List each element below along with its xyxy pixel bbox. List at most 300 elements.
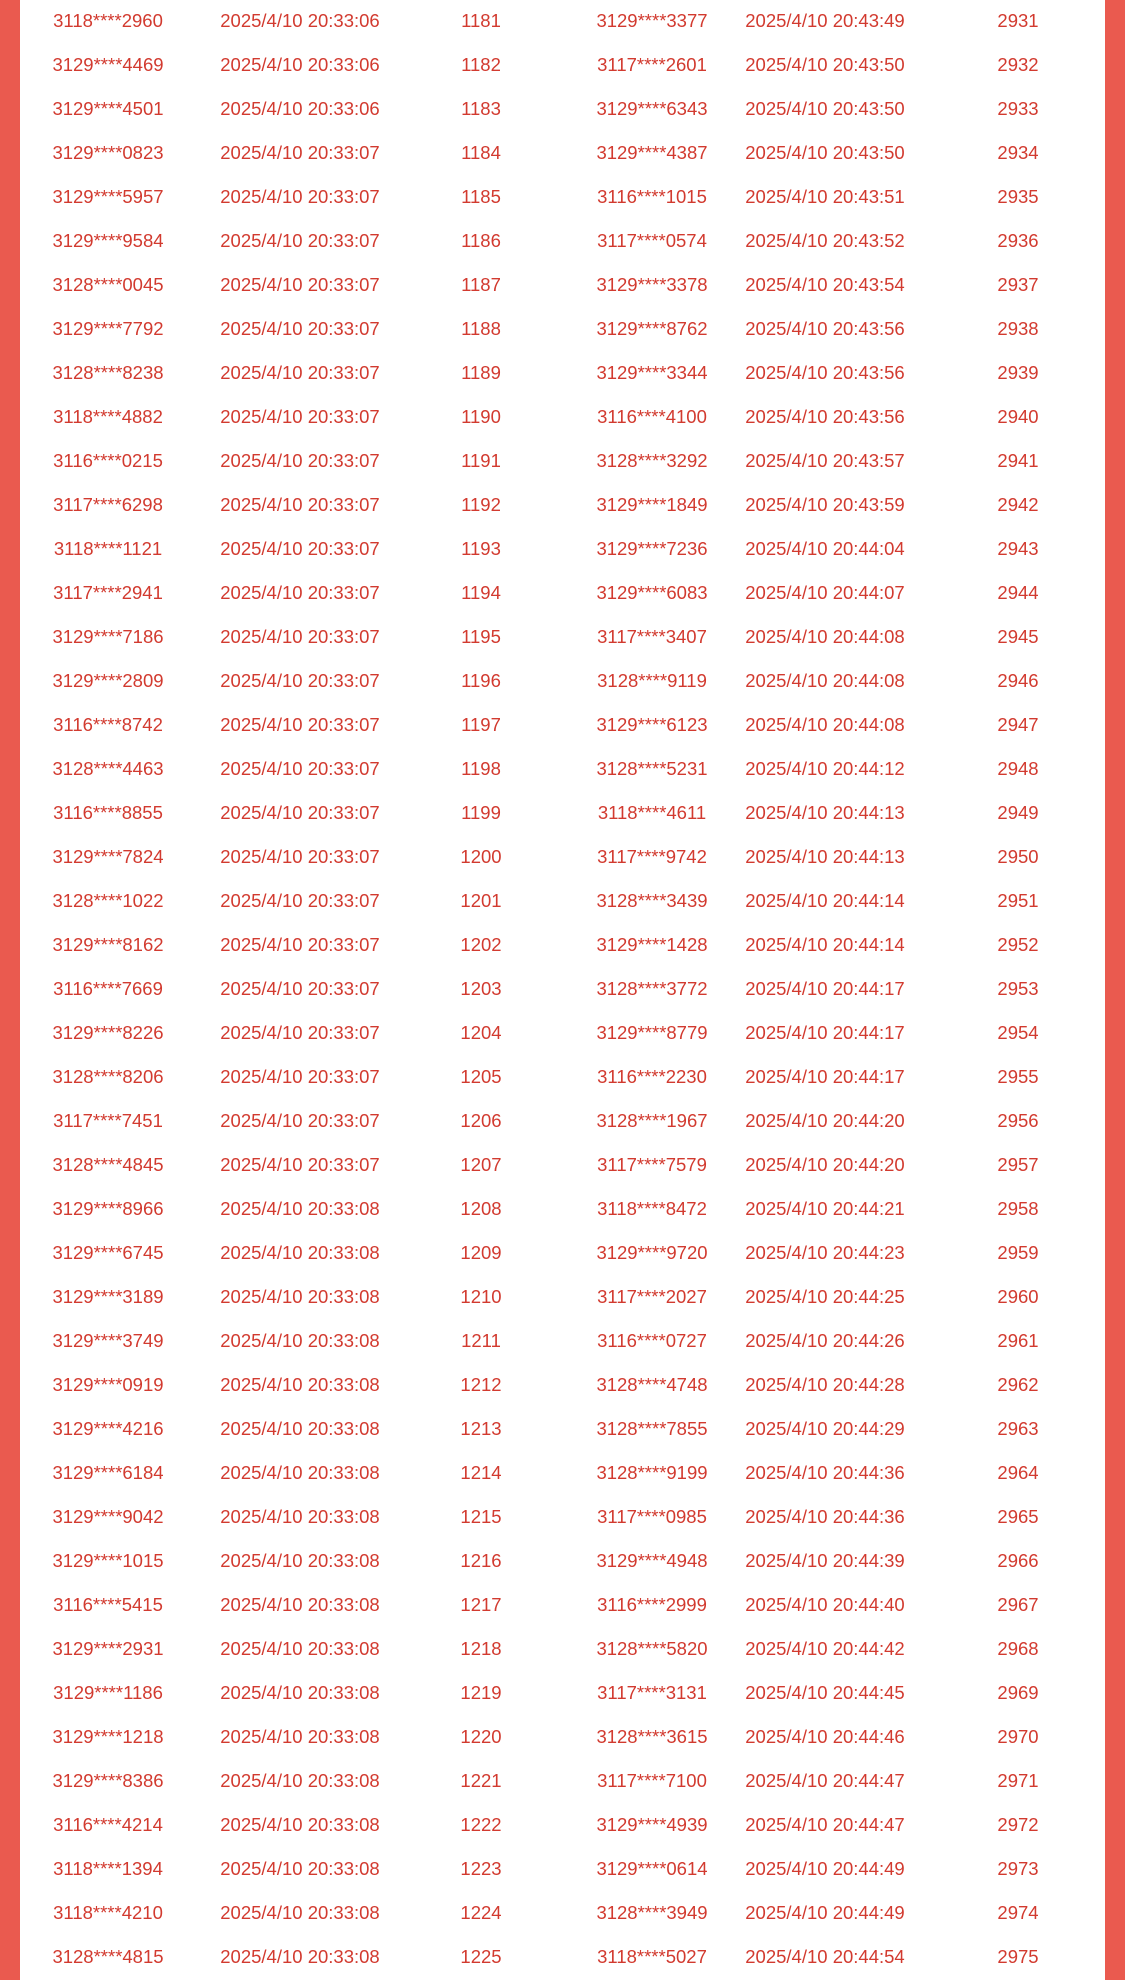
table-row: [20, 747, 1105, 791]
right-rank: 2967: [997, 1594, 1039, 1615]
right-user-id: 3116****2999: [597, 1594, 707, 1615]
left-rank: 1201: [460, 890, 502, 911]
left-rank: 1221: [460, 1770, 502, 1791]
right-timestamp: 2025/4/10 20:44:46: [745, 1726, 905, 1747]
table-row: [20, 263, 1105, 307]
table-row: [20, 835, 1105, 879]
left-rank: 1217: [460, 1594, 502, 1615]
left-user-id: 3116****5415: [53, 1594, 163, 1615]
left-timestamp: 2025/4/10 20:33:07: [220, 362, 380, 383]
left-rank: 1186: [461, 230, 501, 251]
right-user-id: 3129****1428: [596, 934, 708, 955]
table-row: [20, 1099, 1105, 1143]
right-rank: 2958: [997, 1198, 1039, 1219]
right-timestamp: 2025/4/10 20:44:54: [745, 1946, 905, 1967]
table-row: [20, 1935, 1105, 1979]
left-rank: 1216: [460, 1550, 502, 1571]
right-user-id: 3117****7100: [597, 1770, 707, 1791]
left-user-id: 3129****0919: [52, 1374, 164, 1395]
left-rank: 1198: [461, 758, 501, 779]
left-timestamp: 2025/4/10 20:33:08: [220, 1198, 380, 1219]
left-rank: 1182: [461, 54, 501, 75]
left-timestamp: 2025/4/10 20:33:07: [220, 714, 380, 735]
right-user-id: 3128****1967: [596, 1110, 708, 1131]
left-rank: 1184: [461, 142, 501, 163]
table-row: [20, 1627, 1105, 1671]
left-timestamp: 2025/4/10 20:33:07: [220, 890, 380, 911]
left-rank: 1220: [460, 1726, 502, 1747]
left-rank: 1207: [460, 1154, 502, 1175]
right-timestamp: 2025/4/10 20:44:08: [745, 670, 905, 691]
left-timestamp: 2025/4/10 20:33:06: [220, 54, 380, 75]
right-rank: 2941: [997, 450, 1039, 471]
right-timestamp: 2025/4/10 20:44:47: [745, 1770, 905, 1791]
table-row: [20, 571, 1105, 615]
table-row: [20, 1891, 1105, 1935]
left-timestamp: 2025/4/10 20:33:07: [220, 274, 380, 295]
right-user-id: 3117****3131: [597, 1682, 707, 1703]
right-timestamp: 2025/4/10 20:44:28: [745, 1374, 905, 1395]
right-rank: 2971: [997, 1770, 1039, 1791]
right-timestamp: 2025/4/10 20:44:17: [745, 1066, 905, 1087]
table-row: [20, 395, 1105, 439]
right-user-id: 3129****4948: [596, 1550, 708, 1571]
right-timestamp: 2025/4/10 20:43:50: [745, 142, 905, 163]
table-row: [20, 1011, 1105, 1055]
left-timestamp: 2025/4/10 20:33:08: [220, 1594, 380, 1615]
left-timestamp: 2025/4/10 20:33:07: [220, 582, 380, 603]
left-timestamp: 2025/4/10 20:33:07: [220, 1154, 380, 1175]
left-rank: 1222: [460, 1814, 502, 1835]
right-timestamp: 2025/4/10 20:44:21: [745, 1198, 905, 1219]
left-rank: 1211: [461, 1330, 501, 1351]
left-timestamp: 2025/4/10 20:33:08: [220, 1242, 380, 1263]
left-timestamp: 2025/4/10 20:33:07: [220, 230, 380, 251]
right-timestamp: 2025/4/10 20:44:39: [745, 1550, 905, 1571]
left-timestamp: 2025/4/10 20:33:07: [220, 1066, 380, 1087]
right-user-id: 3116****4100: [597, 406, 707, 427]
left-timestamp: 2025/4/10 20:33:07: [220, 758, 380, 779]
right-timestamp: 2025/4/10 20:43:50: [745, 98, 905, 119]
right-user-id: 3129****9720: [596, 1242, 708, 1263]
right-rank: 2953: [997, 978, 1039, 999]
right-user-id: 3128****5231: [596, 758, 708, 779]
left-rank: 1223: [460, 1858, 502, 1879]
left-user-id: 3116****4214: [53, 1814, 163, 1835]
table-row: [20, 1671, 1105, 1715]
table-row: [20, 219, 1105, 263]
right-user-id: 3129****3344: [596, 362, 708, 383]
left-rank: 1200: [460, 846, 502, 867]
right-user-id: 3128****3439: [596, 890, 708, 911]
left-timestamp: 2025/4/10 20:33:07: [220, 538, 380, 559]
left-user-id: 3128****4815: [52, 1946, 164, 1967]
right-user-id: 3129****7236: [596, 538, 708, 559]
left-timestamp: 2025/4/10 20:33:08: [220, 1374, 380, 1395]
left-user-id: 3129****8386: [52, 1770, 164, 1791]
right-user-id: 3117****7579: [597, 1154, 707, 1175]
left-user-id: 3129****3189: [52, 1286, 164, 1307]
left-rank: 1210: [460, 1286, 502, 1307]
left-user-id: 3129****1218: [52, 1726, 164, 1747]
right-rank: 2954: [997, 1022, 1039, 1043]
right-user-id: 3117****3407: [597, 626, 707, 647]
left-timestamp: 2025/4/10 20:33:08: [220, 1682, 380, 1703]
right-rank: 2955: [997, 1066, 1039, 1087]
table-row: [20, 1319, 1105, 1363]
left-timestamp: 2025/4/10 20:33:08: [220, 1418, 380, 1439]
right-timestamp: 2025/4/10 20:43:52: [745, 230, 905, 251]
right-user-id: 3118****5027: [597, 1946, 707, 1967]
right-rank: 2935: [997, 186, 1039, 207]
left-user-id: 3129****9042: [52, 1506, 164, 1527]
table-row: [20, 43, 1105, 87]
table-row: [20, 791, 1105, 835]
right-timestamp: 2025/4/10 20:44:26: [745, 1330, 905, 1351]
right-user-id: 3129****6083: [596, 582, 708, 603]
right-user-id: 3128****9199: [596, 1462, 708, 1483]
left-rank: 1194: [461, 582, 501, 603]
right-timestamp: 2025/4/10 20:43:49: [745, 10, 905, 31]
left-timestamp: 2025/4/10 20:33:07: [220, 1110, 380, 1131]
right-timestamp: 2025/4/10 20:44:13: [745, 846, 905, 867]
right-rank: 2969: [997, 1682, 1039, 1703]
left-user-id: 3116****0215: [53, 450, 163, 471]
left-user-id: 3116****7669: [53, 978, 163, 999]
right-user-id: 3128****4748: [596, 1374, 708, 1395]
left-timestamp: 2025/4/10 20:33:07: [220, 186, 380, 207]
right-rank: 2943: [997, 538, 1039, 559]
right-rank: 2950: [997, 846, 1039, 867]
table-row: [20, 131, 1105, 175]
table-row: [20, 1187, 1105, 1231]
left-rank: 1225: [460, 1946, 502, 1967]
left-timestamp: 2025/4/10 20:33:07: [220, 318, 380, 339]
left-user-id: 3118****4882: [53, 406, 163, 427]
table-row: [20, 1583, 1105, 1627]
left-user-id: 3128****8238: [52, 362, 164, 383]
left-rank: 1214: [460, 1462, 502, 1483]
right-user-id: 3128****3772: [596, 978, 708, 999]
table-row: [20, 0, 1105, 43]
right-timestamp: 2025/4/10 20:44:04: [745, 538, 905, 559]
right-user-id: 3117****0574: [597, 230, 707, 251]
left-user-id: 3117****2941: [53, 582, 163, 603]
left-rank: 1193: [461, 538, 501, 559]
left-timestamp: 2025/4/10 20:33:07: [220, 802, 380, 823]
table-row: [20, 175, 1105, 219]
table-row: [20, 659, 1105, 703]
right-timestamp: 2025/4/10 20:44:36: [745, 1506, 905, 1527]
right-timestamp: 2025/4/10 20:44:20: [745, 1154, 905, 1175]
right-timestamp: 2025/4/10 20:43:51: [745, 186, 905, 207]
table-row: [20, 1407, 1105, 1451]
table-row: [20, 1055, 1105, 1099]
right-rank: 2938: [997, 318, 1039, 339]
left-rank: 1208: [460, 1198, 502, 1219]
right-timestamp: 2025/4/10 20:44:12: [745, 758, 905, 779]
left-timestamp: 2025/4/10 20:33:07: [220, 934, 380, 955]
right-rank: 2940: [997, 406, 1039, 427]
left-timestamp: 2025/4/10 20:33:08: [220, 1462, 380, 1483]
right-user-id: 3129****1849: [596, 494, 708, 515]
left-rank: 1204: [460, 1022, 502, 1043]
left-timestamp: 2025/4/10 20:33:08: [220, 1550, 380, 1571]
left-rank: 1197: [461, 714, 501, 735]
right-rank: 2972: [997, 1814, 1039, 1835]
left-rank: 1219: [460, 1682, 502, 1703]
right-timestamp: 2025/4/10 20:44:49: [745, 1858, 905, 1879]
right-user-id: 3116****2230: [597, 1066, 707, 1087]
right-rank: 2937: [997, 274, 1039, 295]
left-user-id: 3129****8226: [52, 1022, 164, 1043]
right-timestamp: 2025/4/10 20:44:29: [745, 1418, 905, 1439]
right-user-id: 3129****3377: [596, 10, 708, 31]
right-rank: 2959: [997, 1242, 1039, 1263]
left-user-id: 3129****0823: [52, 142, 164, 163]
left-user-id: 3128****4463: [52, 758, 164, 779]
table-row: [20, 923, 1105, 967]
right-rank: 2970: [997, 1726, 1039, 1747]
left-timestamp: 2025/4/10 20:33:07: [220, 846, 380, 867]
table-row: [20, 527, 1105, 571]
right-timestamp: 2025/4/10 20:44:08: [745, 626, 905, 647]
right-rank: 2934: [997, 142, 1039, 163]
left-rank: 1224: [460, 1902, 502, 1923]
left-user-id: 3118****1394: [53, 1858, 163, 1879]
left-timestamp: 2025/4/10 20:33:08: [220, 1638, 380, 1659]
left-user-id: 3129****3749: [52, 1330, 164, 1351]
left-rank: 1202: [460, 934, 502, 955]
right-timestamp: 2025/4/10 20:43:56: [745, 406, 905, 427]
right-rank: 2968: [997, 1638, 1039, 1659]
right-timestamp: 2025/4/10 20:44:25: [745, 1286, 905, 1307]
left-user-id: 3129****4469: [52, 54, 164, 75]
left-timestamp: 2025/4/10 20:33:08: [220, 1330, 380, 1351]
right-rank: 2939: [997, 362, 1039, 383]
right-rank: 2973: [997, 1858, 1039, 1879]
left-timestamp: 2025/4/10 20:33:07: [220, 670, 380, 691]
right-rank: 2956: [997, 1110, 1039, 1131]
right-timestamp: 2025/4/10 20:44:14: [745, 890, 905, 911]
left-rank: 1183: [461, 98, 501, 119]
right-rank: 2946: [997, 670, 1039, 691]
table-row: [20, 351, 1105, 395]
right-rank: 2944: [997, 582, 1039, 603]
right-timestamp: 2025/4/10 20:43:56: [745, 362, 905, 383]
right-rank: 2932: [997, 54, 1039, 75]
left-rank: 1185: [461, 186, 501, 207]
right-user-id: 3116****1015: [597, 186, 707, 207]
right-timestamp: 2025/4/10 20:44:45: [745, 1682, 905, 1703]
left-user-id: 3129****1186: [53, 1682, 163, 1703]
left-rank: 1187: [461, 274, 501, 295]
left-timestamp: 2025/4/10 20:33:08: [220, 1814, 380, 1835]
left-user-id: 3129****2931: [52, 1638, 164, 1659]
left-user-id: 3116****8742: [53, 714, 163, 735]
right-rank: 2947: [997, 714, 1039, 735]
right-rank: 2964: [997, 1462, 1039, 1483]
table-row: [20, 1143, 1105, 1187]
left-timestamp: 2025/4/10 20:33:08: [220, 1902, 380, 1923]
table-row: [20, 1363, 1105, 1407]
left-user-id: 3128****0045: [52, 274, 164, 295]
right-timestamp: 2025/4/10 20:44:20: [745, 1110, 905, 1131]
right-user-id: 3128****3949: [596, 1902, 708, 1923]
left-timestamp: 2025/4/10 20:33:07: [220, 1022, 380, 1043]
table-row: [20, 1539, 1105, 1583]
table-row: [20, 307, 1105, 351]
right-timestamp: 2025/4/10 20:44:36: [745, 1462, 905, 1483]
table-row: [20, 1451, 1105, 1495]
right-rank: 2962: [997, 1374, 1039, 1395]
left-rank: 1196: [461, 670, 501, 691]
left-user-id: 3118****4210: [53, 1902, 163, 1923]
table-row: [20, 483, 1105, 527]
right-user-id: 3118****8472: [597, 1198, 707, 1219]
right-rank: 2961: [997, 1330, 1039, 1351]
table-row: [20, 439, 1105, 483]
left-timestamp: 2025/4/10 20:33:08: [220, 1858, 380, 1879]
right-user-id: 3116****0727: [597, 1330, 707, 1351]
left-rank: 1192: [461, 494, 501, 515]
right-timestamp: 2025/4/10 20:44:07: [745, 582, 905, 603]
left-timestamp: 2025/4/10 20:33:08: [220, 1770, 380, 1791]
left-rank: 1188: [461, 318, 501, 339]
right-timestamp: 2025/4/10 20:43:56: [745, 318, 905, 339]
right-rank: 2965: [997, 1506, 1039, 1527]
right-user-id: 3129****6123: [596, 714, 708, 735]
right-rank: 2975: [997, 1946, 1039, 1967]
left-rank: 1191: [461, 450, 501, 471]
right-user-id: 3128****5820: [596, 1638, 708, 1659]
left-timestamp: 2025/4/10 20:33:07: [220, 626, 380, 647]
results-panel: [20, 0, 1105, 1980]
left-rank: 1203: [460, 978, 502, 999]
right-rank: 2931: [997, 10, 1039, 31]
left-user-id: 3118****2960: [53, 10, 163, 31]
right-timestamp: 2025/4/10 20:43:57: [745, 450, 905, 471]
left-timestamp: 2025/4/10 20:33:07: [220, 978, 380, 999]
right-user-id: 3129****4939: [596, 1814, 708, 1835]
right-user-id: 3118****4611: [597, 802, 707, 823]
right-user-id: 3128****3615: [596, 1726, 708, 1747]
left-user-id: 3129****7824: [52, 846, 164, 867]
left-user-id: 3128****8206: [52, 1066, 164, 1087]
table-row: [20, 1759, 1105, 1803]
right-rank: 2952: [997, 934, 1039, 955]
left-timestamp: 2025/4/10 20:33:06: [220, 10, 380, 31]
left-user-id: 3129****9584: [52, 230, 164, 251]
right-timestamp: 2025/4/10 20:44:14: [745, 934, 905, 955]
right-user-id: 3128****7855: [596, 1418, 708, 1439]
left-user-id: 3129****4216: [52, 1418, 164, 1439]
right-user-id: 3128****9119: [597, 670, 707, 691]
left-user-id: 3117****7451: [53, 1110, 163, 1131]
left-timestamp: 2025/4/10 20:33:08: [220, 1946, 380, 1967]
left-user-id: 3129****8966: [52, 1198, 164, 1219]
left-rank: 1181: [461, 10, 501, 31]
left-user-id: 3129****6184: [52, 1462, 164, 1483]
results-list: [20, 0, 1105, 1979]
left-rank: 1213: [460, 1418, 502, 1439]
left-rank: 1189: [461, 362, 501, 383]
right-user-id: 3129****3378: [596, 274, 708, 295]
left-user-id: 3129****1015: [52, 1550, 164, 1571]
right-timestamp: 2025/4/10 20:44:13: [745, 802, 905, 823]
left-rank: 1206: [460, 1110, 502, 1131]
left-timestamp: 2025/4/10 20:33:08: [220, 1506, 380, 1527]
right-rank: 2966: [997, 1550, 1039, 1571]
right-timestamp: 2025/4/10 20:44:17: [745, 978, 905, 999]
left-rank: 1195: [461, 626, 501, 647]
table-row: [20, 1715, 1105, 1759]
right-timestamp: 2025/4/10 20:44:08: [745, 714, 905, 735]
table-row: [20, 703, 1105, 747]
left-rank: 1190: [461, 406, 501, 427]
right-user-id: 3129****4387: [596, 142, 708, 163]
left-rank: 1205: [460, 1066, 502, 1087]
left-rank: 1209: [460, 1242, 502, 1263]
right-user-id: 3129****8779: [596, 1022, 708, 1043]
right-rank: 2936: [997, 230, 1039, 251]
right-rank: 2945: [997, 626, 1039, 647]
right-user-id: 3129****0614: [596, 1858, 708, 1879]
left-timestamp: 2025/4/10 20:33:07: [220, 142, 380, 163]
table-row: [20, 1847, 1105, 1891]
right-user-id: 3117****0985: [597, 1506, 707, 1527]
right-user-id: 3117****9742: [597, 846, 707, 867]
right-rank: 2942: [997, 494, 1039, 515]
left-timestamp: 2025/4/10 20:33:07: [220, 494, 380, 515]
right-timestamp: 2025/4/10 20:44:42: [745, 1638, 905, 1659]
right-user-id: 3129****6343: [596, 98, 708, 119]
right-timestamp: 2025/4/10 20:43:54: [745, 274, 905, 295]
right-timestamp: 2025/4/10 20:44:49: [745, 1902, 905, 1923]
table-row: [20, 1231, 1105, 1275]
table-row: [20, 87, 1105, 131]
right-rank: 2948: [997, 758, 1039, 779]
left-user-id: 3129****8162: [52, 934, 164, 955]
table-row: [20, 879, 1105, 923]
right-timestamp: 2025/4/10 20:43:50: [745, 54, 905, 75]
right-rank: 2974: [997, 1902, 1039, 1923]
right-rank: 2949: [997, 802, 1039, 823]
left-timestamp: 2025/4/10 20:33:06: [220, 98, 380, 119]
left-user-id: 3129****4501: [52, 98, 164, 119]
right-rank: 2963: [997, 1418, 1039, 1439]
right-rank: 2951: [997, 890, 1039, 911]
left-rank: 1212: [460, 1374, 502, 1395]
left-timestamp: 2025/4/10 20:33:08: [220, 1286, 380, 1307]
left-user-id: 3128****4845: [52, 1154, 164, 1175]
right-rank: 2933: [997, 98, 1039, 119]
left-user-id: 3129****5957: [52, 186, 164, 207]
right-user-id: 3129****8762: [596, 318, 708, 339]
left-user-id: 3128****1022: [52, 890, 164, 911]
left-timestamp: 2025/4/10 20:33:08: [220, 1726, 380, 1747]
left-rank: 1218: [460, 1638, 502, 1659]
left-rank: 1215: [460, 1506, 502, 1527]
right-user-id: 3117****2601: [597, 54, 707, 75]
right-timestamp: 2025/4/10 20:44:40: [745, 1594, 905, 1615]
left-rank: 1199: [461, 802, 501, 823]
right-user-id: 3128****3292: [596, 450, 708, 471]
table-row: [20, 1803, 1105, 1847]
left-user-id: 3129****7792: [52, 318, 164, 339]
left-timestamp: 2025/4/10 20:33:07: [220, 406, 380, 427]
right-timestamp: 2025/4/10 20:44:17: [745, 1022, 905, 1043]
